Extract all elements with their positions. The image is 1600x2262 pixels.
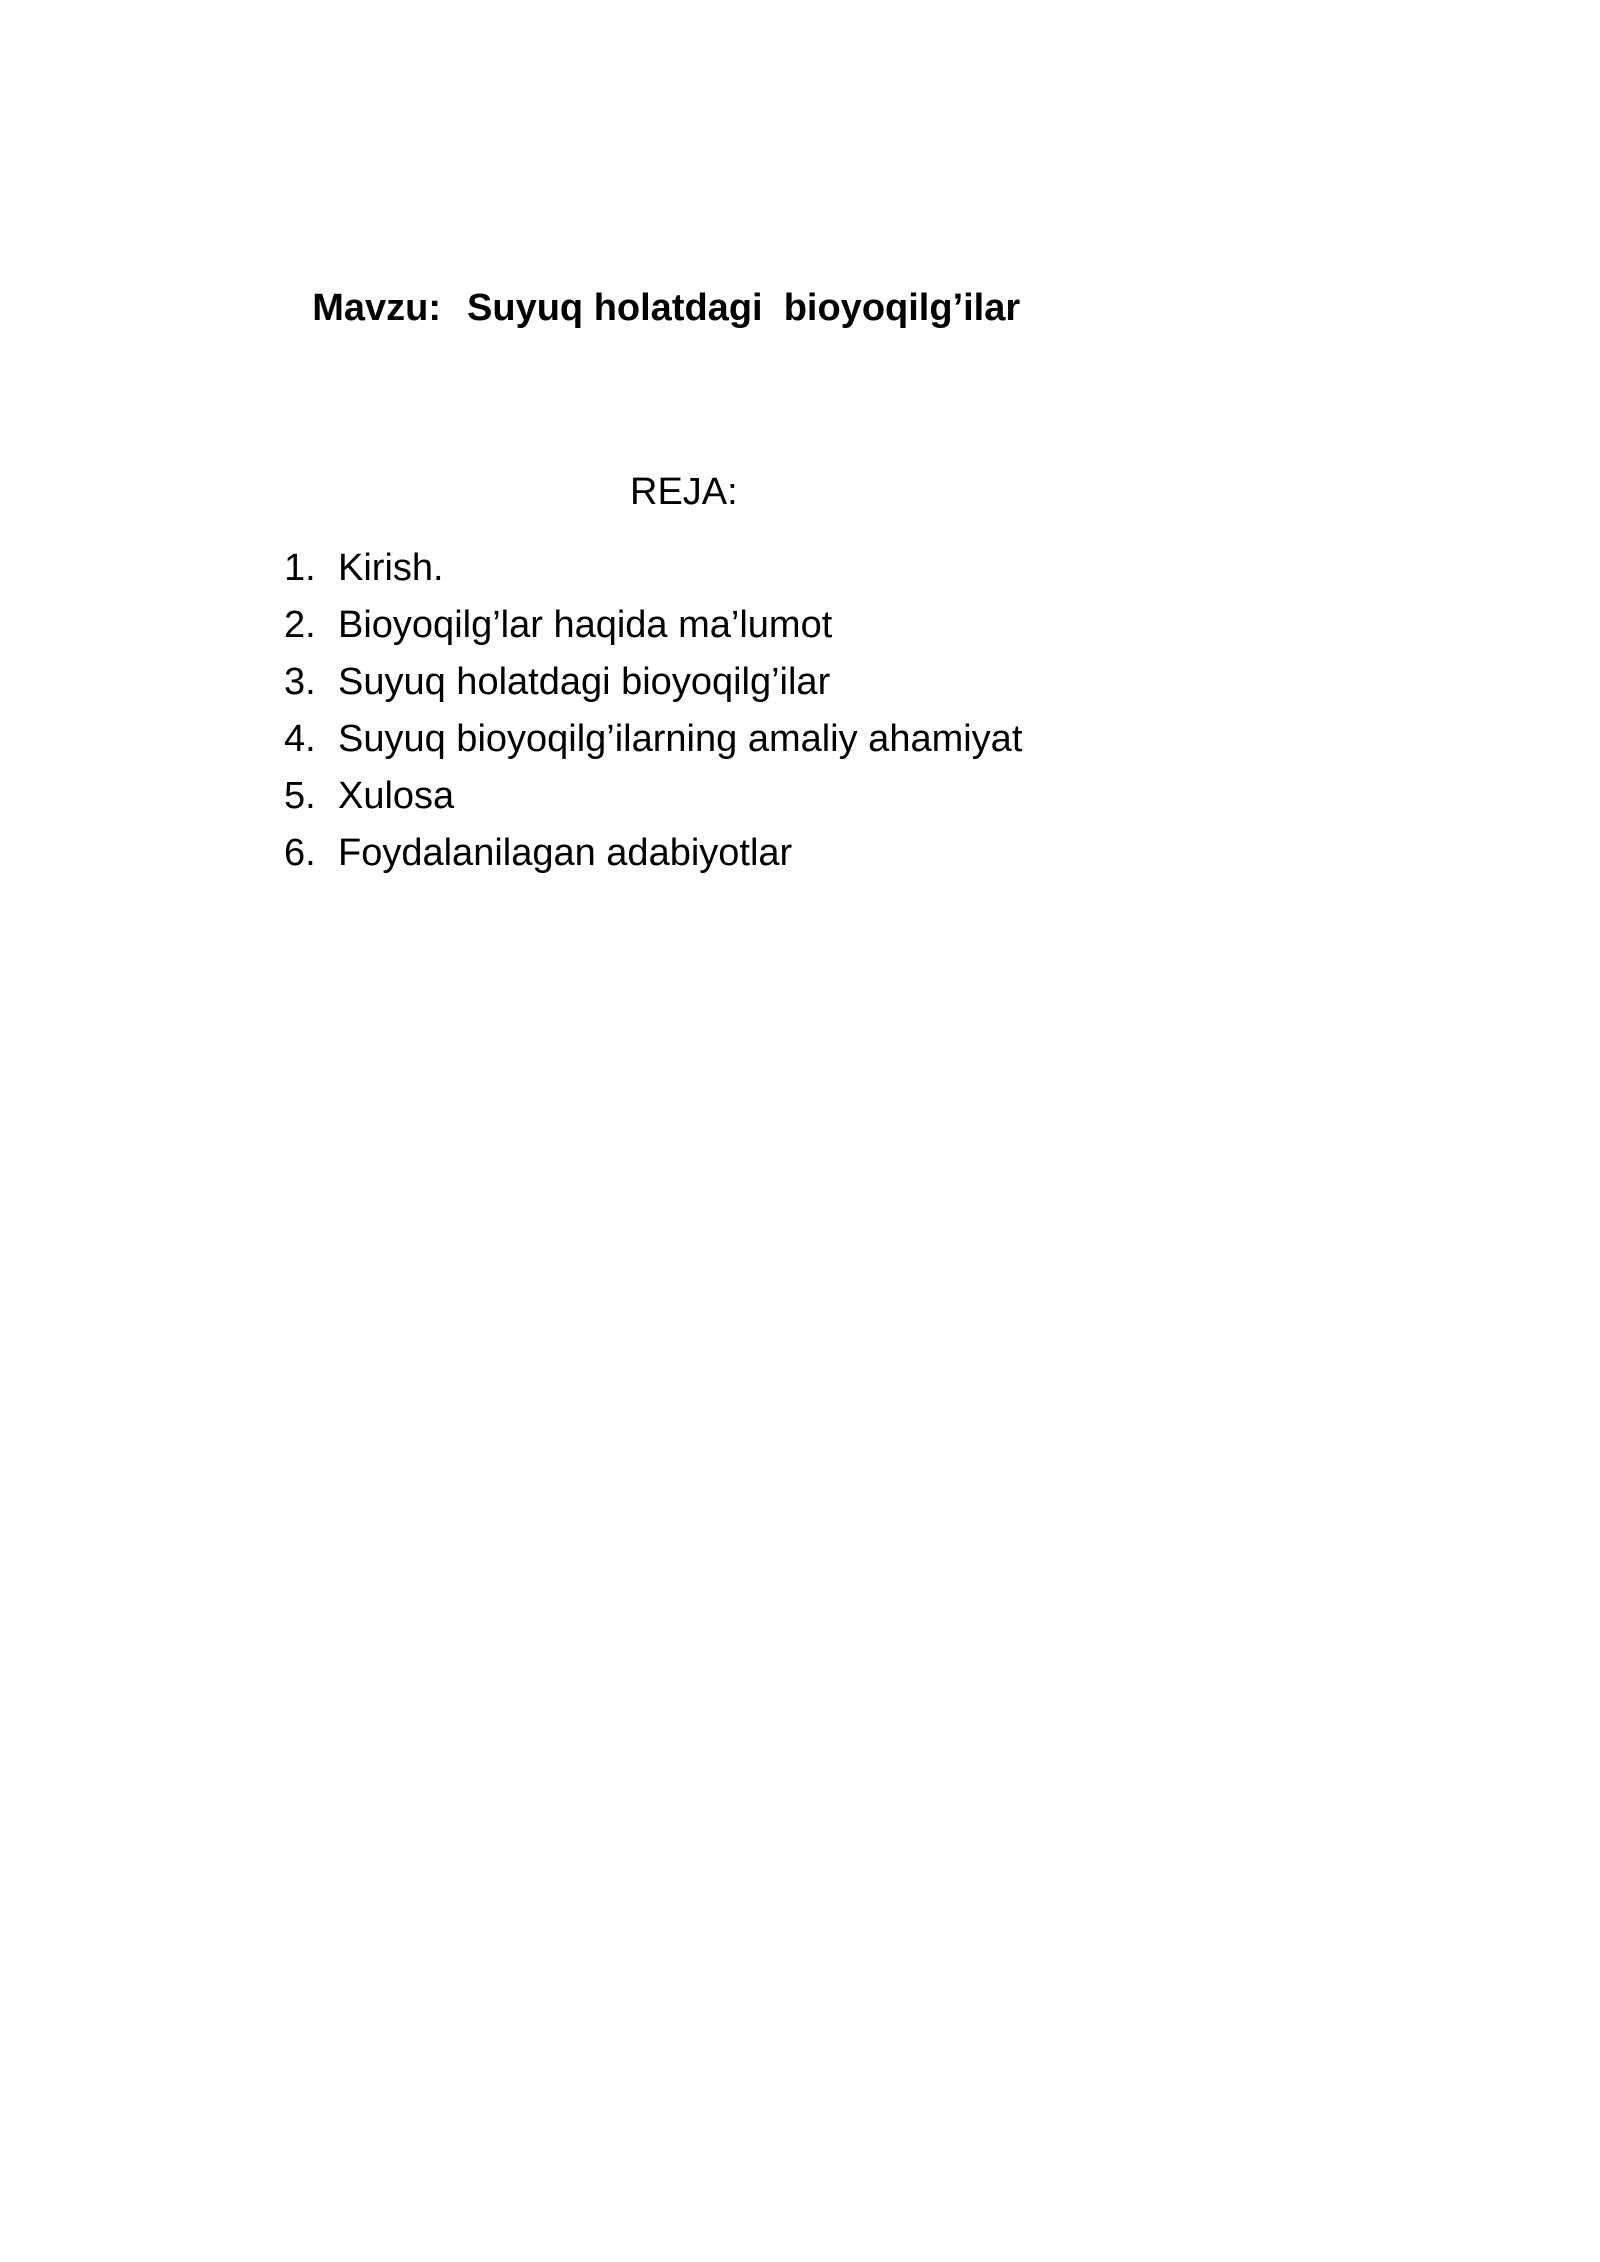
- plan-item-text: Suyuq holatdagi bioyoqilg’ilar: [338, 661, 831, 703]
- plan-item-number: 6.: [284, 832, 316, 874]
- plan-item-3: [284, 654, 1022, 711]
- plan-item-text: Suyuq bioyoqilg’ilarning amaliy ahamiyat: [338, 718, 1023, 760]
- plan-item-5: [284, 768, 1022, 825]
- plan-heading: REJA:: [630, 471, 738, 513]
- plan-item-text: Bioyoqilg’lar haqida ma’lumot: [338, 604, 833, 646]
- plan-item-text: Kirish.: [338, 547, 444, 589]
- plan-item-number: 1.: [284, 547, 316, 589]
- plan-item-2: [284, 597, 1022, 654]
- plan-item-number: 2.: [284, 604, 316, 646]
- plan-list: [284, 540, 1022, 882]
- title-text: Suyuq holatdagi bioyoqilg’ilar: [467, 287, 1021, 329]
- document-title: [270, 236, 1020, 380]
- plan-item-text: Foydalanilagan adabiyotlar: [338, 832, 793, 874]
- plan-item-4: [284, 711, 1022, 768]
- title-label: Mavzu:: [312, 287, 442, 329]
- plan-item-number: 4.: [284, 718, 316, 760]
- plan-item-1: [284, 540, 1022, 597]
- plan-item-number: 3.: [284, 661, 316, 703]
- plan-item-number: 5.: [284, 775, 316, 817]
- plan-item-text: Xulosa: [338, 775, 455, 817]
- plan-item-6: [284, 825, 1022, 882]
